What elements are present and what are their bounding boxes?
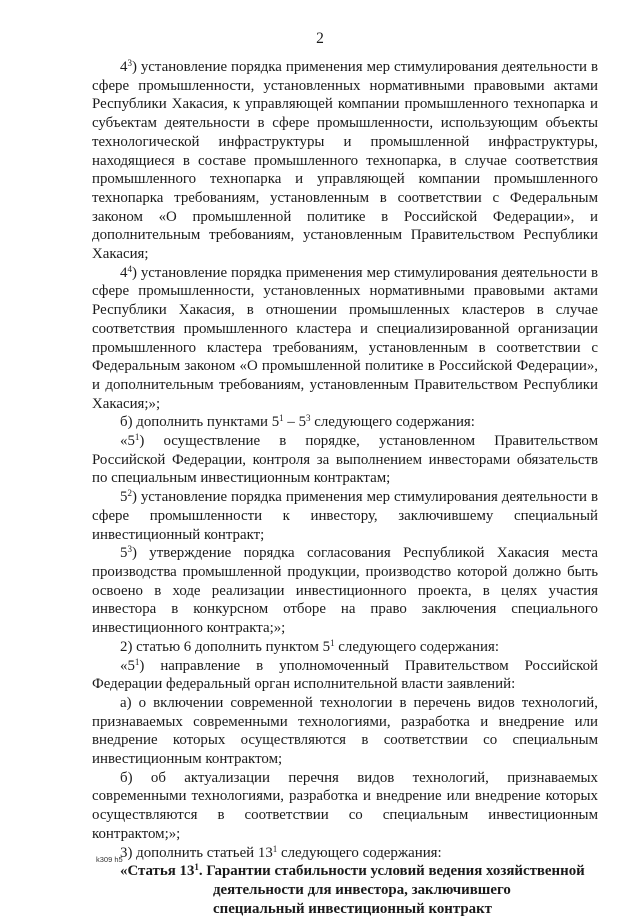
paragraph-text: ) осуществление в порядке, установленном Правительством Российской Федерации, контроля за выполнением инвесторами обязательств по специальным инвестиционным контрактам; — [92, 433, 598, 487]
paragraph-text: следующего содержания: — [334, 638, 499, 655]
paragraph-item-5-1 — [92, 432, 598, 488]
superscript: 1 — [134, 656, 140, 667]
superscript: 1 — [279, 413, 284, 424]
paragraph-text: ) установление порядка применения мер стимулирования деятельности в сфере промышленности к инвестору, заключившему специальный инвестиционный контракт; — [92, 489, 598, 543]
paragraph-text: ) установление порядка применения мер стимулирования деятельности в сфере промышленности, установленных нормативными правовыми актами Республики Хакасия, в отношении промышленных кластеров в случае соответствия промышленного кластера и специализированной организации промышленного кластера требованиям, установленным в соответствии с Федеральным законом «О промышленной политике в Российской Федерации», и дополнительным требованиям, установленным Правительством Республики Хакасия;»; — [92, 264, 598, 412]
superscript: 3 — [127, 58, 132, 68]
heading-text: . Гарантии стабильности условий ведения хозяйственной — [198, 863, 585, 880]
paragraph-add-article-13-1 — [92, 844, 598, 863]
page-number: 2 — [316, 30, 324, 47]
paragraph-text: ) направление в уполномоченный Правительством Российской Федерации федеральный орган исполнительной власти заявлений: — [92, 657, 598, 693]
superscript: 3 — [127, 544, 132, 555]
paragraph-prefix: «5 — [120, 657, 135, 674]
article-heading-line-2: деятельности для инвестора, заключившего — [213, 881, 511, 898]
paragraph-prefix: 4 — [120, 264, 128, 281]
paragraph-sub-a — [92, 694, 598, 769]
paragraph-prefix: 2) статью 6 дополнить пунктом 5 — [120, 638, 331, 655]
paragraph-text: ) установление порядка применения мер стимулирования деятельности в сфере промышленности, установленных нормативными правовыми актами Республики Хакасия, к управляющей компании промышленного технопарка и субъектам деятельности в сфере промышленности, использующим объекты технологической инфраструктуры и промышленной инфраструктуры, находящиеся в составе промышленного технопарка, в случае соответствия промышленного технопарка и управляющей компании промышленного технопарка требованиям, установленным в соответствии с Федеральным законом «О промышленной политике в Российской Федерации», и дополнительным требованиям, установленным Правительством Республики Хакасия; — [92, 59, 598, 263]
footer-code: k309 h5 — [96, 855, 123, 864]
superscript: 4 — [127, 263, 132, 274]
paragraph-text: следующего содержания: — [277, 844, 442, 861]
paragraph-text: а) о включении современной технологии в перечень видов технологий, признаваемых современными технологиями, разработка и внедрение или внедрение которых осуществляются в соответствии со специальным инвестиционным контрактом; — [92, 694, 598, 768]
paragraph-mid: – 5 — [283, 414, 307, 431]
paragraph-prefix: 5 — [120, 489, 128, 506]
document-body — [92, 58, 598, 918]
paragraph-text: б) об актуализации перечня видов технологий, признаваемых современными технологиями, разработка и внедрение или внедрение которых осуществляются в соответствии со специальным инвестиционным контрактом;»; — [92, 769, 598, 842]
paragraph-item-5-1-direction — [92, 657, 598, 694]
superscript: 1 — [194, 862, 199, 873]
paragraph-prefix: б) дополнить пунктами 5 — [120, 414, 280, 431]
superscript: 1 — [330, 637, 335, 648]
article-heading-line-3: специальный инвестиционный контракт — [213, 900, 492, 917]
superscript: 1 — [272, 843, 278, 854]
paragraph-b-add-points — [92, 413, 598, 432]
paragraph-sub-b — [92, 769, 598, 844]
superscript: 2 — [127, 488, 132, 499]
paragraph-article-6 — [92, 638, 598, 657]
superscript: 1 — [134, 432, 140, 443]
paragraph-item-5-2 — [92, 488, 598, 544]
paragraph-text: ) утверждение порядка согласования Республикой Хакасия места производства промышленной продукции, производство которой должно быть освоено в ходе реализации инвестиционного проекта, в целях участия инвестора в конкурсном отборе на право заключения специального инвестиционного контракта;»; — [92, 545, 598, 637]
paragraph-prefix: «5 — [120, 433, 135, 450]
paragraph-text: следующего содержания: — [310, 414, 475, 431]
article-heading — [92, 862, 598, 918]
paragraph-prefix: 5 — [120, 545, 128, 562]
heading-prefix: «Статья 13 — [120, 863, 195, 880]
superscript: 3 — [306, 413, 311, 424]
paragraph-item-4-3 — [92, 58, 598, 264]
paragraph-prefix: 4 — [120, 59, 128, 75]
paragraph-prefix: 3) дополнить статьей 13 — [120, 844, 273, 861]
paragraph-item-5-3 — [92, 544, 598, 638]
article-heading-line-1 — [92, 862, 598, 881]
paragraph-item-4-4 — [92, 264, 598, 414]
